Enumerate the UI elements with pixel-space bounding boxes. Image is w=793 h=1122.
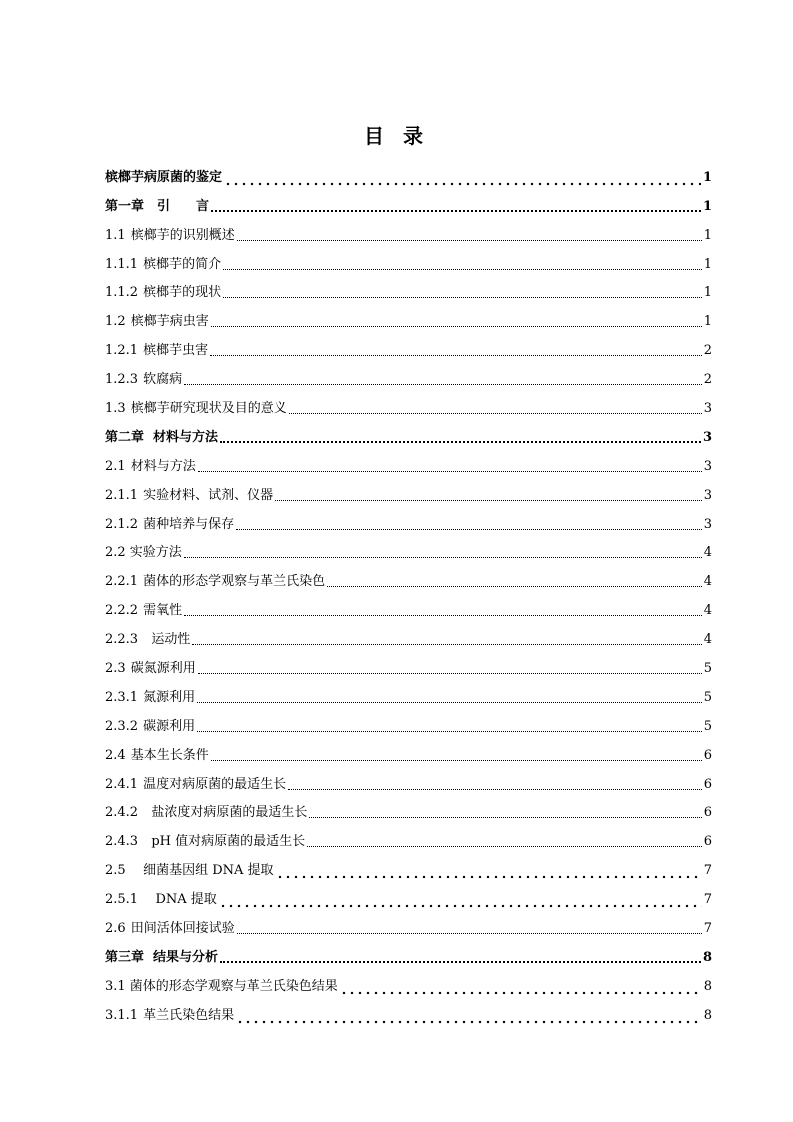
toc-entry[interactable]	[105, 997, 712, 1026]
toc-entry-title	[105, 170, 222, 188]
toc-page-number: 4	[703, 632, 712, 648]
toc-page-number: 8	[703, 1007, 712, 1023]
toc-entry-label: 碳氮源利用	[130, 661, 196, 677]
toc-page-number: 1	[702, 169, 712, 185]
toc-entry[interactable]	[105, 506, 712, 535]
toc-entry-number: 2.4	[105, 747, 126, 763]
toc-entry-label: 运动性	[143, 632, 191, 648]
toc-entry[interactable]	[105, 592, 712, 621]
toc-entry-label: 2.2 实验方法	[105, 545, 182, 561]
toc-page-number: 1	[703, 314, 712, 330]
toc-entry-title	[105, 748, 209, 766]
toc-entry[interactable]	[105, 535, 712, 564]
toc-entry-label: 槟榔芋的现状	[143, 285, 222, 301]
toc-entry-label: 菌种培养与保存	[143, 516, 235, 532]
toc-entry-title	[105, 603, 182, 621]
toc-dot-leader	[236, 521, 702, 530]
toc-entry-title	[105, 314, 209, 332]
toc-entry-title	[105, 921, 235, 939]
toc-entry[interactable]	[105, 390, 712, 419]
toc-page-number: 1	[702, 198, 712, 214]
toc-entry-number: 1.1	[105, 227, 126, 243]
toc-entry-number: 2.2.1	[105, 574, 139, 590]
toc-page-number: 8	[702, 949, 712, 965]
toc-entry-label: 第三章 结果与分析	[105, 949, 219, 965]
toc-dot-leader	[340, 981, 702, 995]
toc-dot-leader	[198, 665, 702, 674]
toc-page-number: 4	[703, 574, 712, 590]
toc-dot-leader	[211, 318, 702, 327]
toc-entry-title	[105, 979, 338, 997]
toc-entry[interactable]	[105, 679, 712, 708]
toc-entry-title	[105, 805, 307, 823]
toc-dot-leader	[220, 953, 701, 963]
toc-entry[interactable]	[105, 650, 712, 679]
toc-dot-leader	[276, 865, 702, 879]
toc-entry[interactable]	[105, 737, 712, 766]
toc-page-number: 4	[703, 603, 712, 619]
toc-entry-title	[105, 863, 274, 881]
toc-page-number: 8	[703, 978, 712, 994]
page-title: 目 录	[364, 124, 429, 148]
toc-dot-leader	[327, 578, 702, 587]
table-of-contents	[105, 159, 712, 1026]
toc-entry-label: 3.1 菌体的形态学观察与革兰氏染色结果	[105, 978, 338, 994]
toc-page-number: 7	[703, 863, 712, 879]
toc-entry-label: 槟榔芋病原菌的鉴定	[105, 169, 223, 185]
toc-entry-label: pH 值对病原菌的最适生长	[143, 834, 306, 850]
toc-entry[interactable]	[105, 766, 712, 795]
toc-entry[interactable]	[105, 708, 712, 737]
toc-entry[interactable]	[105, 159, 712, 188]
toc-entry[interactable]	[105, 881, 712, 910]
toc-entry[interactable]	[105, 188, 712, 217]
toc-entry-number: 2.5.1	[105, 892, 139, 908]
toc-entry-title	[105, 950, 218, 968]
toc-page-number: 6	[703, 747, 712, 763]
toc-entry-label: 槟榔芋虫害	[143, 343, 209, 359]
toc-entry-label: 菌体的形态学观察与革兰氏染色	[143, 574, 326, 590]
toc-entry[interactable]	[105, 563, 712, 592]
toc-entry-title	[105, 719, 195, 737]
toc-entry-label: 碳源利用	[143, 718, 196, 734]
toc-entry-number: 1.3	[105, 401, 126, 417]
toc-page-number: 1	[703, 256, 712, 272]
toc-entry-title	[105, 574, 325, 592]
toc-entry[interactable]	[105, 217, 712, 246]
toc-entry-label: 细菌基因组 DNA 提取	[130, 863, 274, 879]
toc-entry-title	[105, 401, 287, 419]
toc-entry-label: 实验材料、试剂、仪器	[143, 487, 274, 503]
toc-page-number: 3	[703, 487, 712, 503]
toc-entry[interactable]	[105, 246, 712, 275]
toc-entry-label: 田间活体回接试验	[130, 921, 235, 937]
toc-dot-leader	[197, 694, 702, 703]
toc-entry[interactable]	[105, 621, 712, 650]
toc-page-number: 3	[703, 401, 712, 417]
toc-entry-title	[105, 834, 305, 852]
toc-entry-label: 槟榔芋病虫害	[130, 314, 209, 330]
toc-entry-number: 2.6	[105, 921, 126, 937]
toc-entry-number: 1.2	[105, 314, 126, 330]
toc-entry-label: 需氧性	[143, 603, 183, 619]
toc-page-number: 5	[703, 718, 712, 734]
toc-entry-number: 2.1.2	[105, 516, 139, 532]
toc-dot-leader	[223, 261, 702, 270]
toc-entry-label: 第一章 引 言	[105, 198, 210, 214]
toc-dot-leader	[275, 492, 702, 501]
toc-entry-label: 槟榔芋的识别概述	[130, 227, 235, 243]
toc-entry-title	[105, 372, 182, 390]
toc-page-number: 3	[703, 458, 712, 474]
toc-page-number: 6	[703, 805, 712, 821]
toc-entry-title	[105, 690, 195, 708]
toc-entry-title	[105, 257, 221, 275]
toc-dot-leader	[237, 232, 702, 241]
toc-page-number: 5	[703, 689, 712, 705]
toc-entry-label: 软腐病	[143, 372, 183, 388]
toc-entry-title	[105, 343, 208, 361]
toc-page-number: 3	[703, 516, 712, 532]
toc-dot-leader	[236, 1010, 702, 1024]
toc-entry-number: 2.1	[105, 458, 126, 474]
toc-entry-title	[105, 517, 234, 535]
toc-entry[interactable]	[105, 852, 712, 881]
toc-dot-leader	[224, 172, 701, 186]
toc-entry-number: 2.5	[105, 863, 126, 879]
toc-page-number: 5	[703, 661, 712, 677]
toc-entry-number: 2.2.3	[105, 632, 139, 648]
toc-entry[interactable]	[105, 419, 712, 448]
toc-dot-leader	[309, 809, 701, 818]
toc-entry-title	[105, 430, 218, 448]
toc-entry-label: 第二章 材料与方法	[105, 429, 219, 445]
toc-page-number: 1	[703, 227, 712, 243]
toc-entry-title	[105, 285, 221, 303]
toc-entry-label: 革兰氏染色结果	[143, 1007, 235, 1023]
toc-entry-title	[105, 777, 286, 795]
toc-entry-number: 2.3.2	[105, 718, 139, 734]
toc-page-number: 1	[703, 285, 712, 301]
toc-page-number: 2	[703, 372, 712, 388]
toc-entry-number: 1.2.3	[105, 372, 139, 388]
toc-entry-number: 2.4.1	[105, 776, 139, 792]
toc-dot-leader	[219, 894, 702, 908]
toc-dot-leader	[184, 549, 702, 558]
toc-dot-leader	[198, 463, 702, 472]
toc-dot-leader	[184, 607, 702, 616]
toc-page-number: 6	[703, 776, 712, 792]
toc-entry-label: 盐浓度对病原菌的最适生长	[143, 805, 308, 821]
toc-entry[interactable]	[105, 477, 712, 506]
toc-dot-leader	[288, 781, 702, 790]
toc-entry-title	[105, 199, 209, 217]
toc-entry-label: 材料与方法	[130, 458, 196, 474]
toc-dot-leader	[184, 376, 702, 385]
toc-entry-number: 1.2.1	[105, 343, 139, 359]
toc-entry-label: 基本生长条件	[130, 747, 209, 763]
toc-entry-label: 槟榔芋的简介	[143, 256, 222, 272]
toc-entry-label: 氮源利用	[143, 689, 196, 705]
toc-entry[interactable]	[105, 939, 712, 968]
toc-entry-label: 槟榔芋研究现状及目的意义	[130, 401, 287, 417]
toc-entry-title	[105, 459, 196, 477]
toc-dot-leader	[289, 405, 702, 414]
toc-dot-leader	[211, 202, 701, 212]
toc-entry-title	[105, 632, 190, 650]
toc-entry[interactable]	[105, 332, 712, 361]
toc-entry-number: 2.4.3	[105, 834, 139, 850]
toc-entry-number: 2.1.1	[105, 487, 139, 503]
toc-entry[interactable]	[105, 275, 712, 304]
toc-entry-number: 3.1.1	[105, 1007, 139, 1023]
toc-entry[interactable]	[105, 795, 712, 824]
toc-entry-number: 2.3.1	[105, 689, 139, 705]
toc-entry-number: 2.3	[105, 661, 126, 677]
toc-entry-title	[105, 488, 273, 506]
toc-page-number: 3	[702, 429, 712, 445]
toc-entry-label: DNA 提取	[143, 892, 217, 908]
toc-dot-leader	[220, 433, 701, 443]
toc-page-number: 7	[703, 892, 712, 908]
toc-dot-leader	[192, 636, 701, 645]
toc-page-number: 2	[703, 343, 712, 359]
toc-entry-number: 2.4.2	[105, 805, 139, 821]
toc-page-number: 7	[703, 921, 712, 937]
toc-entry-title	[105, 545, 182, 563]
toc-entry-title	[105, 228, 235, 246]
toc-entry-title	[105, 1008, 234, 1026]
toc-entry[interactable]	[105, 823, 712, 852]
toc-dot-leader	[211, 752, 702, 761]
toc-page-number: 6	[703, 834, 712, 850]
toc-dot-leader	[223, 289, 702, 298]
toc-page-number: 4	[703, 545, 712, 561]
toc-entry[interactable]	[105, 303, 712, 332]
toc-entry-number: 2.2.2	[105, 603, 139, 619]
toc-dot-leader	[307, 838, 702, 847]
toc-entry[interactable]	[105, 910, 712, 939]
toc-entry-title	[105, 892, 217, 910]
toc-entry[interactable]	[105, 361, 712, 390]
toc-entry-number: 1.1.2	[105, 285, 139, 301]
toc-entry-title	[105, 661, 196, 679]
toc-entry[interactable]	[105, 448, 712, 477]
toc-entry-label: 温度对病原菌的最适生长	[143, 776, 287, 792]
toc-dot-leader	[197, 723, 702, 732]
toc-entry[interactable]	[105, 968, 712, 997]
toc-entry-number: 1.1.1	[105, 256, 139, 272]
toc-dot-leader	[210, 347, 702, 356]
toc-dot-leader	[237, 925, 702, 934]
